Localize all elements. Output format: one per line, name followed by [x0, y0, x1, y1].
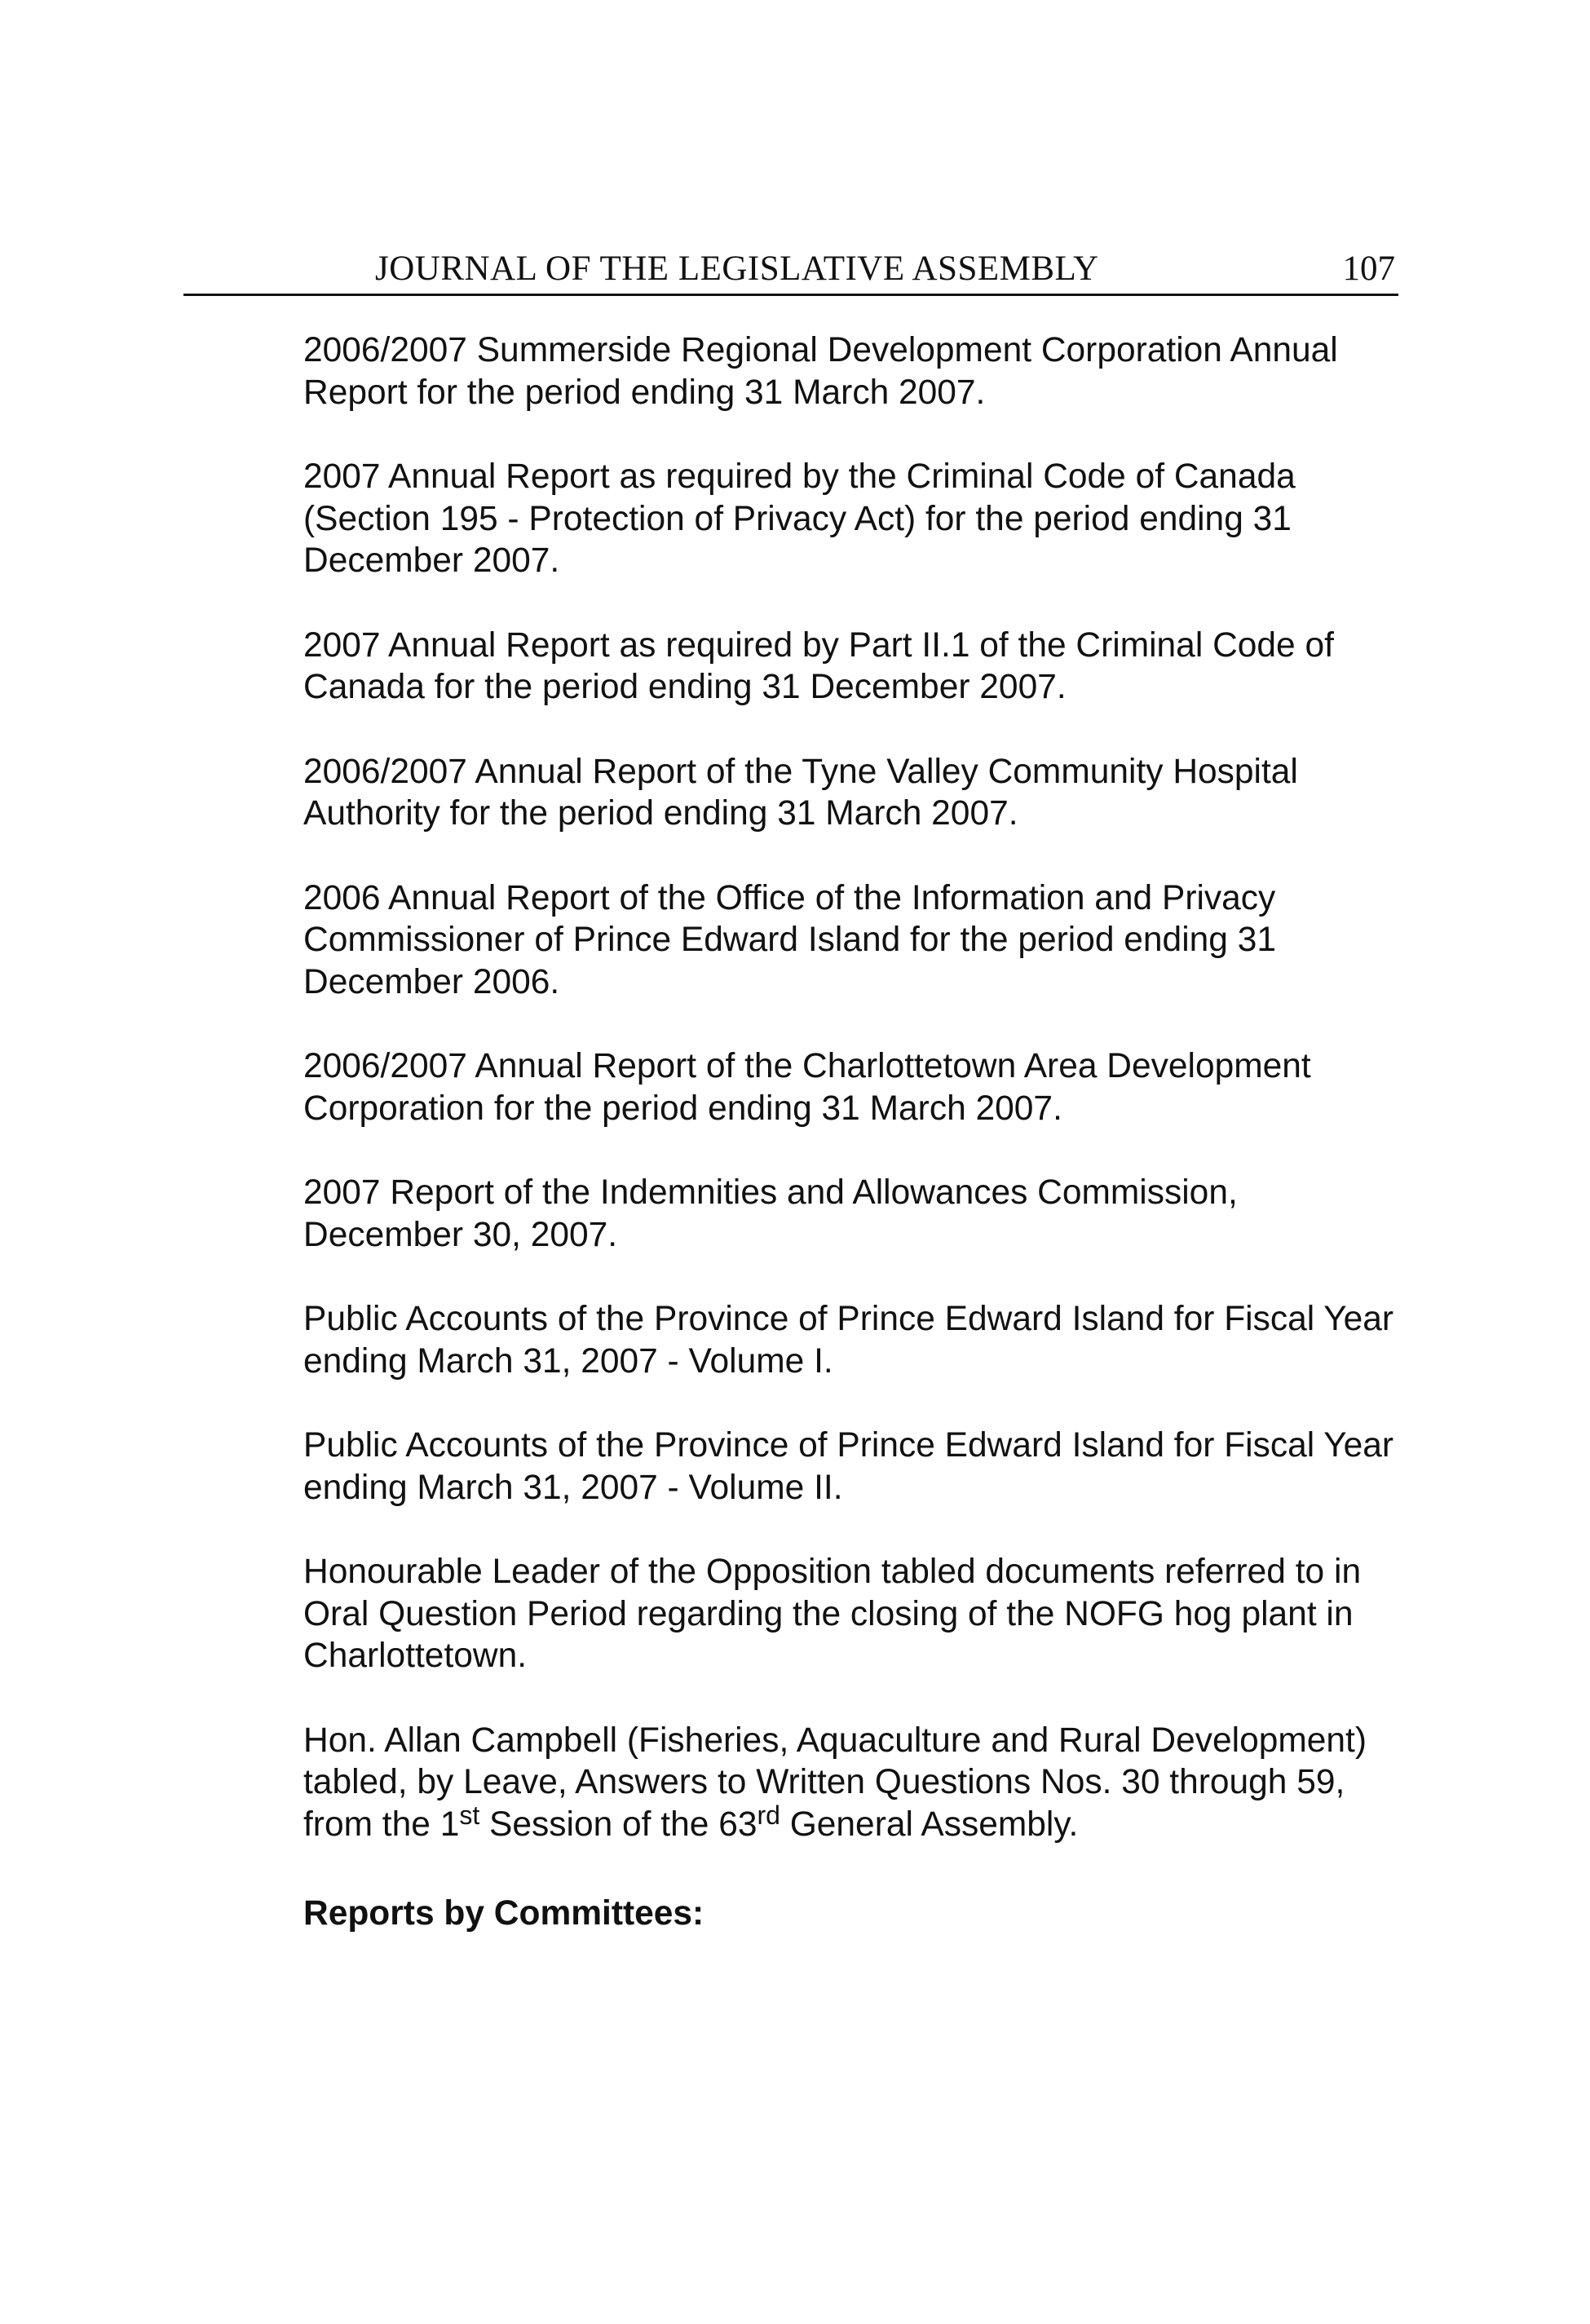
- tabled-document-paragraph: Public Accounts of the Province of Prince Edward Island for Fiscal Year ending March 31, 2007 - Volume I.: [303, 1300, 1394, 1381]
- tabled-document-paragraph: 2006/2007 Annual Report of the Charlottetown Area Development Corporation for the period ending 31 March 2007.: [303, 1047, 1311, 1128]
- tabled-document-paragraph: 2006/2007 Summerside Regional Development Corporation Annual Report for the period ending 31 March 2007.: [303, 331, 1338, 412]
- page-header: [183, 245, 1398, 296]
- tabled-document-paragraph: 2006/2007 Annual Report of the Tyne Valley Community Hospital Authority for the period ending 31 March 2007.: [303, 752, 1298, 833]
- running-head: JOURNAL OF THE LEGISLATIVE ASSEMBLY: [375, 250, 1099, 288]
- page-number: 107: [1342, 250, 1395, 288]
- campbell-answers-paragraph: [303, 1720, 1404, 1846]
- tabled-document-paragraph: Honourable Leader of the Opposition tabled documents referred to in Oral Question Period regarding the closing of the NOFG hog plant in Charlottetown.: [303, 1553, 1362, 1675]
- tabled-document-paragraph: 2006 Annual Report of the Office of the Information and Privacy Commissioner of Prince Edward Island for the period ending 31 December 2006.: [303, 878, 1276, 1001]
- tabled-document-paragraph: 2007 Report of the Indemnities and Allowances Commission, December 30, 2007.: [303, 1173, 1238, 1254]
- journal-body: [303, 329, 1404, 1935]
- ordinal-superscript-rd: rd: [757, 1800, 780, 1830]
- campbell-text-part-2: Session of the 63: [479, 1805, 757, 1844]
- tabled-document-paragraph: Public Accounts of the Province of Prince Edward Island for Fiscal Year ending March 31, 2007 - Volume II.: [303, 1426, 1394, 1507]
- tabled-document-paragraph: 2007 Annual Report as required by Part II.1 of the Criminal Code of Canada for the period ending 31 December 2007.: [303, 625, 1334, 706]
- section-heading: Reports by Committees:: [303, 1894, 704, 1933]
- campbell-text-part-1: Hon. Allan Campbell (Fisheries, Aquaculture and Rural Development) tabled, by Leave, Answers to Written Questions Nos. 30 through 59, from the 1: [303, 1721, 1367, 1844]
- tabled-document-paragraph: 2007 Annual Report as required by the Criminal Code of Canada (Section 195 - Protection of Privacy Act) for the period ending 31 December 2007.: [303, 457, 1296, 580]
- campbell-text-part-3: General Assembly.: [780, 1805, 1079, 1844]
- ordinal-superscript-st: st: [459, 1800, 480, 1830]
